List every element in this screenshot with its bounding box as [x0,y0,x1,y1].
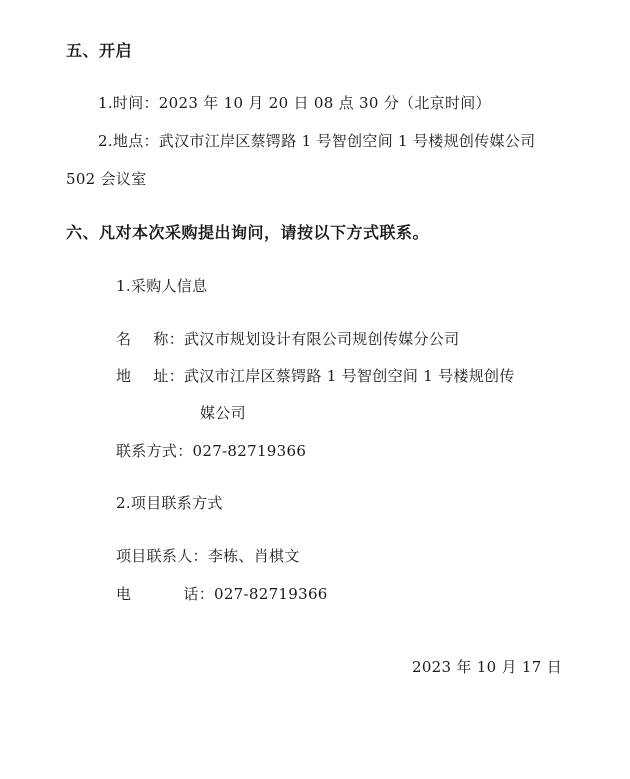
purchaser-info-title: 1.采购人信息 [116,277,208,295]
purchaser-name-label: 名 称： [116,330,184,348]
purchaser-address-label: 地 址： [116,367,184,385]
project-phone-label: 电 话： [116,585,214,603]
purchaser-address-value: 武汉市江岸区蔡锷路 1 号智创空间 1 号楼规创传 [184,367,515,385]
purchaser-contact-label: 联系方式： [116,442,193,460]
section-6-heading: 六、凡对本次采购提出询问，请按以下方式联系。 [66,223,430,242]
project-phone-value: 027-82719366 [214,585,328,603]
purchaser-name-value: 武汉市规划设计有限公司规创传媒分公司 [184,330,460,348]
purchaser-address-row [116,366,515,386]
project-person-row [116,546,300,566]
purchaser-address-value-continued: 媒公司 [200,404,246,422]
project-contact-title: 2.项目联系方式 [116,494,223,512]
purchaser-name-row [116,329,459,349]
open-time-item: 1.时间：2023 年 10 月 20 日 08 点 30 分（北京时间） [98,94,491,112]
purchaser-contact-value: 027-82719366 [192,442,307,460]
open-place-item-continued: 502 会议室 [66,170,147,188]
project-person-label: 项目联系人： [116,547,208,565]
section-5-heading: 五、开启 [66,41,133,60]
project-phone-row [116,584,328,604]
open-place-item: 2.地点：武汉市江岸区蔡锷路 1 号智创空间 1 号楼规创传媒公司 [98,132,536,150]
purchaser-contact-row [116,441,306,461]
document-date: 2023 年 10 月 17 日 [412,658,562,676]
project-person-value: 李栋、肖棋文 [207,547,300,565]
